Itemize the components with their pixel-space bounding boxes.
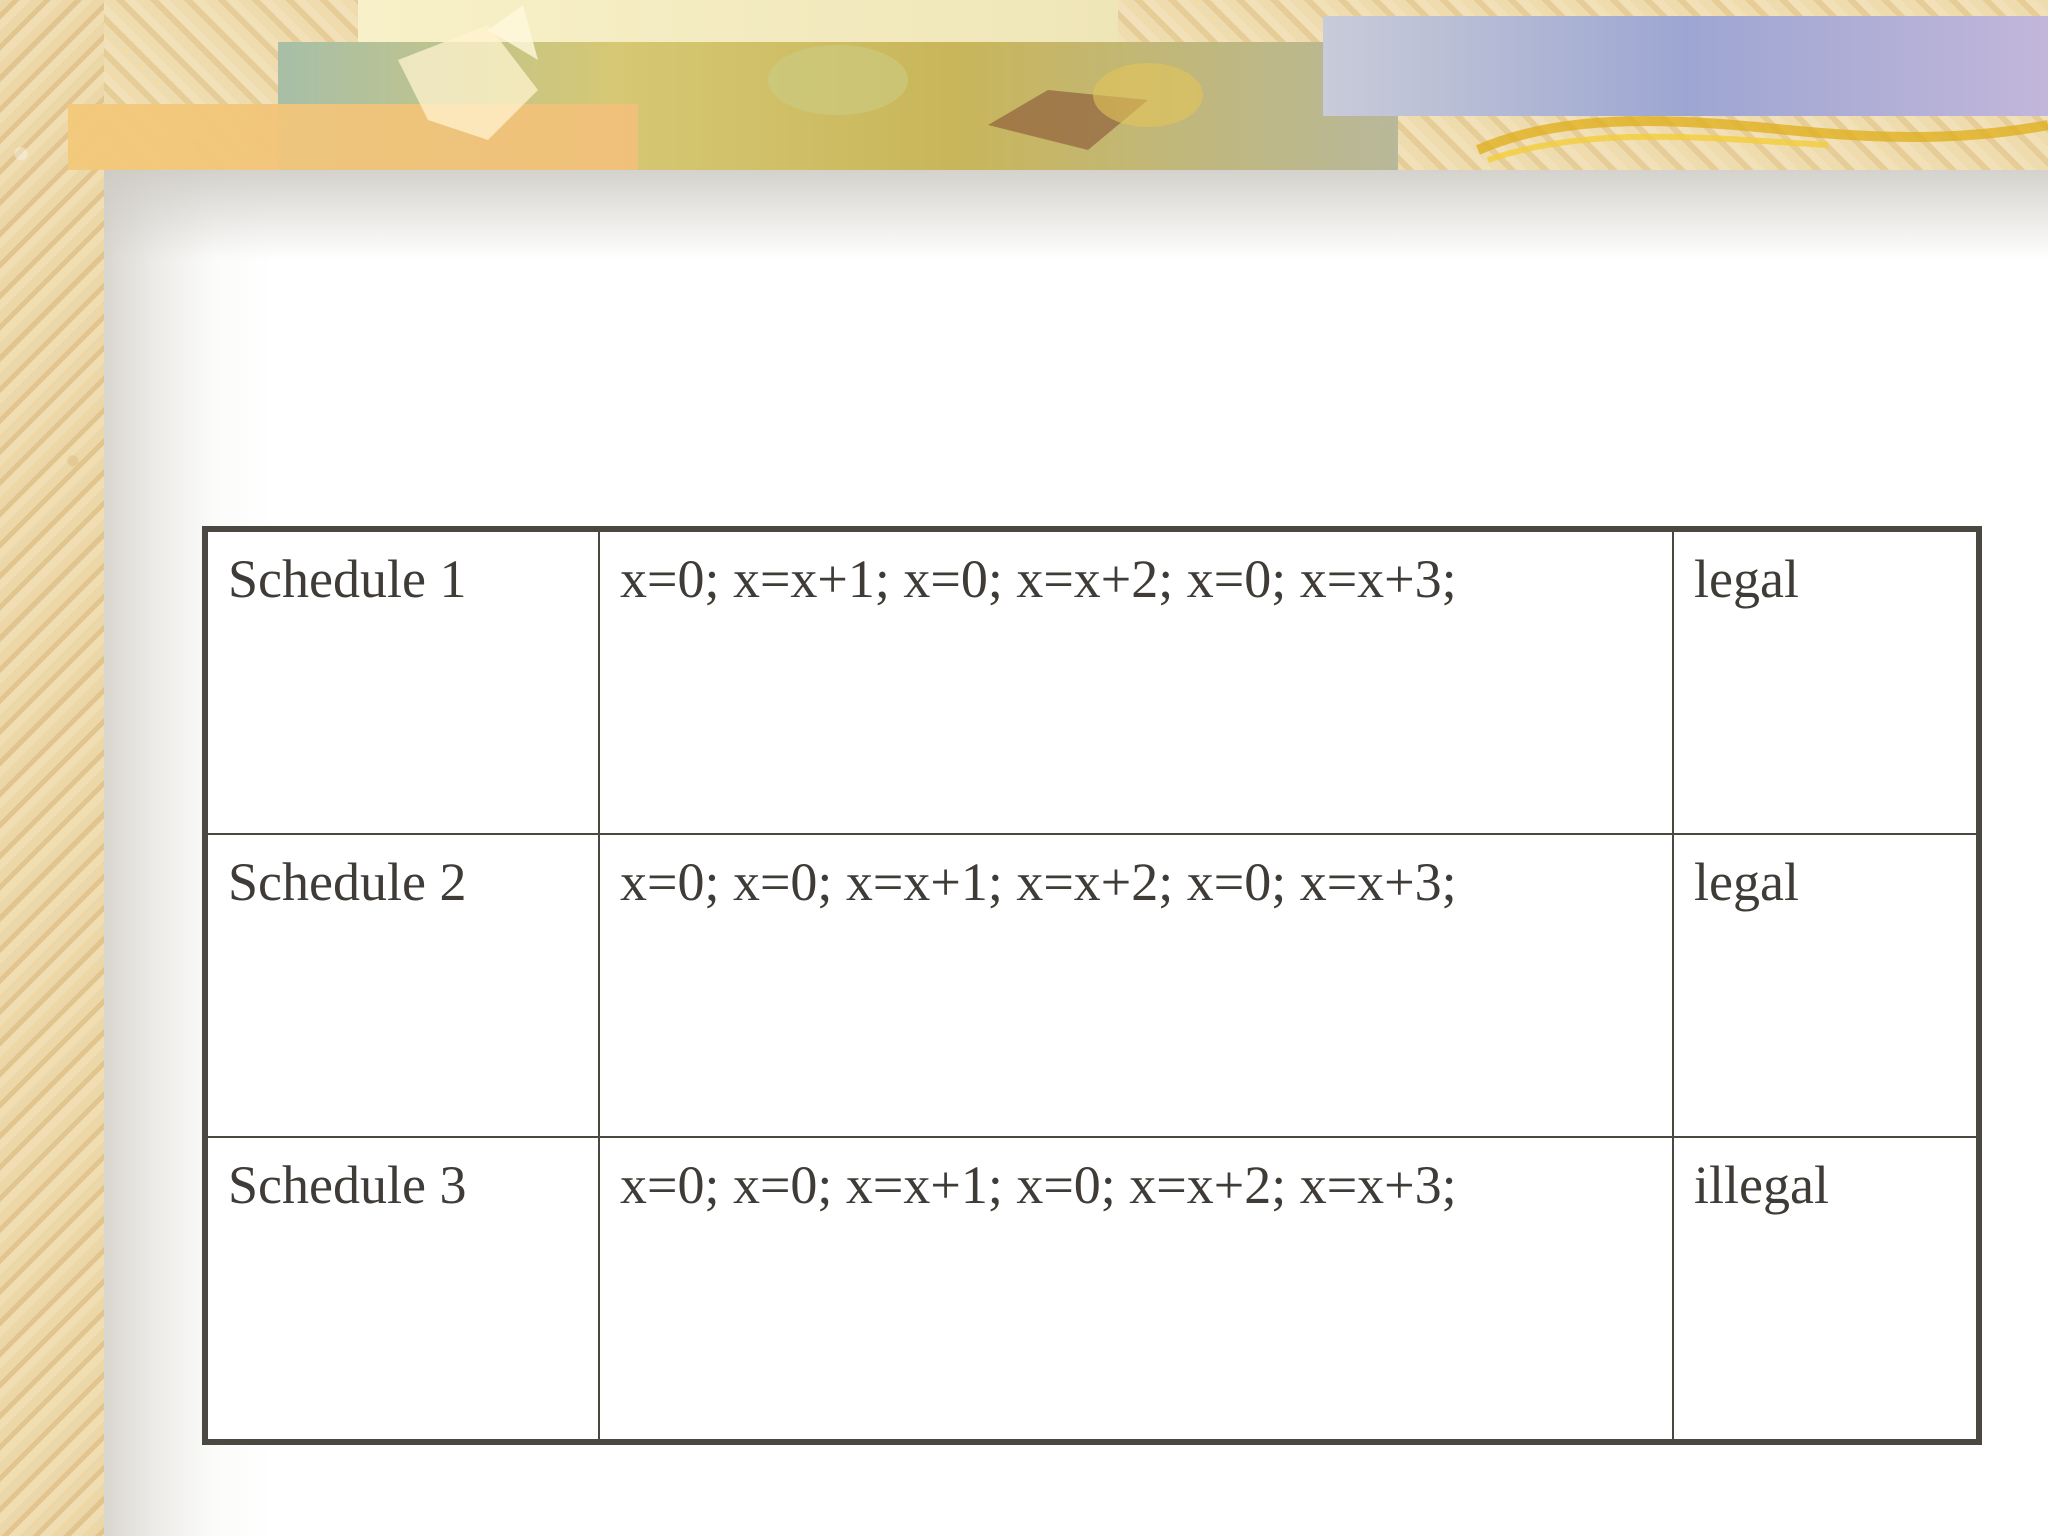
decorative-banner — [68, 0, 2048, 172]
left-texture — [0, 0, 104, 1536]
schedule-status-cell: legal — [1673, 531, 1977, 834]
table-row — [207, 531, 1977, 834]
schedule-status-cell: illegal — [1673, 1137, 1977, 1440]
schedule-operations-cell: x=0; x=0; x=x+1; x=0; x=x+2; x=x+3; — [599, 1137, 1673, 1440]
schedule-operations-cell: x=0; x=x+1; x=0; x=x+2; x=0; x=x+3; — [599, 531, 1673, 834]
header-shadow — [104, 170, 2048, 260]
schedule-name-cell: Schedule 2 — [207, 834, 599, 1137]
schedule-status-cell: legal — [1673, 834, 1977, 1137]
schedule-operations-cell: x=0; x=0; x=x+1; x=x+2; x=0; x=x+3; — [599, 834, 1673, 1137]
table-row — [207, 834, 1977, 1137]
schedule-table — [202, 526, 1982, 1445]
schedule-name-cell: Schedule 1 — [207, 531, 599, 834]
schedule-name-cell: Schedule 3 — [207, 1137, 599, 1440]
table-row — [207, 1137, 1977, 1440]
